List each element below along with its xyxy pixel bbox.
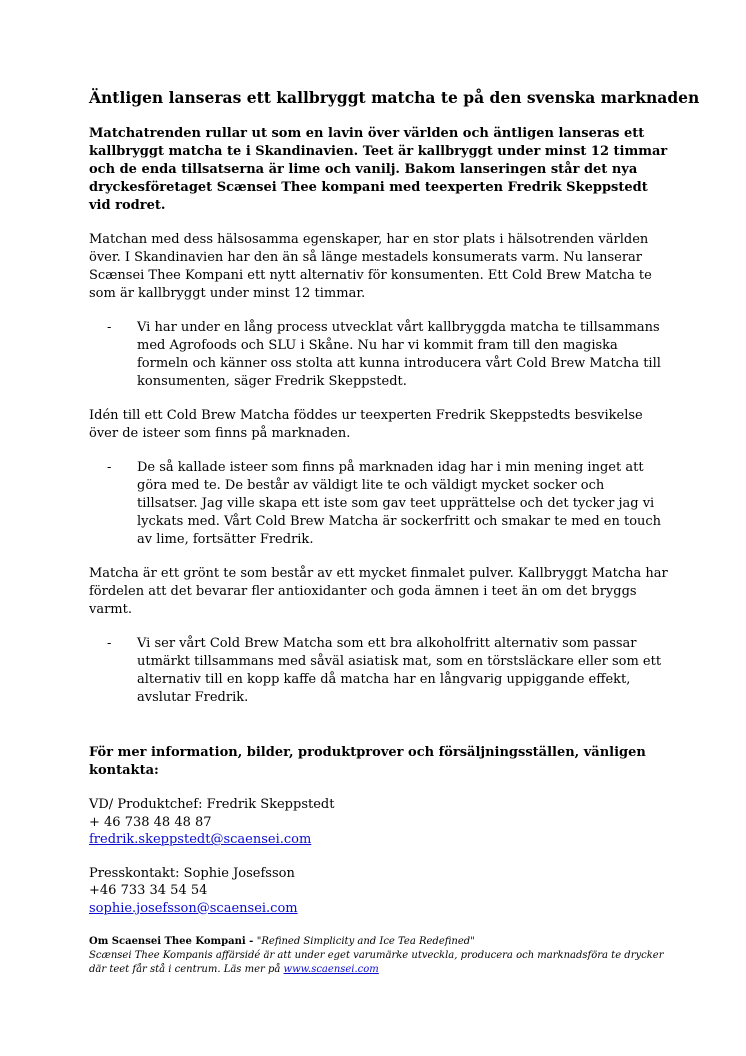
about-slogan: "Refined Simplicity and Ice Tea Redefined" [256, 936, 475, 947]
about-text: Scænsei Thee Kompanis affärsidé är att under eget varumärke utveckla, producera och marknadsföra te drycker där teet får stå i centrum. Läs mer på [89, 950, 664, 975]
quote-3-text: Vi ser vårt Cold Brew Matcha som ett bra alkoholfritt alternativ som passar utmärkt tillsammans med såväl asiatisk mat, som en törstsläckare eller som ett alternativ till en kopp kaffe då matcha har en långvarig uppiggande effekt, avslutar Fredrik. [137, 636, 662, 705]
contact-block-press [89, 865, 669, 918]
contact-phone: + 46 738 48 48 87 [89, 814, 212, 830]
contact-email-link[interactable]: sophie.josefsson@scaensei.com [89, 900, 298, 916]
about-heading: Om Scaensei Thee Kompani - [89, 936, 257, 947]
lead-paragraph: Matchatrenden rullar ut som en lavin över världen och äntligen lanseras ett kallbryggt matcha te i Skandinavien. Teet är kallbryggt under minst 12 timmar och de enda tillsatserna är lime och vanilj. Bakom lanseringen står det nya dryckesföretaget Scænsei Thee kompani med teexperten Fredrik Skeppstedt vid rodret. [89, 126, 668, 213]
about-heading-line [89, 935, 669, 949]
contact-email-link[interactable]: fredrik.skeppstedt@scaensei.com [89, 832, 312, 847]
quote-2 [89, 459, 669, 549]
dash-bullet: - [107, 320, 112, 335]
about-text-line [89, 949, 669, 977]
contact-role: VD/ Produktchef: Fredrik Skeppstedt [89, 797, 335, 812]
dash-bullet: - [107, 460, 112, 475]
paragraph-2: Idén till ett Cold Brew Matcha föddes ur teexperten Fredrik Skeppstedts besvikelse över de isteer som finns på marknaden. [89, 408, 643, 441]
page-title: Äntligen lanseras ett kallbryggt matcha te på den svenska marknaden [89, 88, 700, 107]
quote-2-text: De så kallade isteer som finns på marknaden idag har i min mening inget att göra med te. De består av väldigt lite te och väldigt mycket socker och tillsatser. Jag ville skapa ett iste som gav teet upprättelse och det tycker jag vi lyckats med. Vårt Cold Brew Matcha är sockerfritt och smakar te med en touch av lime, fortsätter Fredrik. [137, 460, 662, 547]
contact-phone: +46 733 34 54 54 [89, 883, 208, 898]
spacer [89, 723, 669, 744]
quote-1-text: Vi har under en lång process utvecklat vårt kallbryggda matcha te tillsammans med Agrofoods och SLU i Skåne. Nu har vi kommit fram till den magiska formeln och känner oss stolta att kunna introducera vårt Cold Brew Matcha till konsumenten, säger Fredrik Skeppstedt. [137, 320, 661, 389]
website-link[interactable]: www.scaensei.com [283, 964, 379, 975]
quote-1 [89, 319, 669, 391]
body-text [89, 231, 669, 707]
paragraph-3: Matcha är ett grönt te som består av ett mycket finmalet pulver. Kallbryggt Matcha har fördelen att det bevarar fler antioxidanter och goda ämnen i teet än om det bryggs varmt. [89, 566, 668, 617]
contact-heading: För mer information, bilder, produktprover och försäljningsställen, vänligen kontakta: [89, 745, 646, 778]
press-release [89, 88, 700, 977]
quote-3 [89, 635, 669, 707]
dash-bullet: - [107, 636, 112, 651]
contact-role: Presskontakt: Sophie Josefsson [89, 865, 295, 881]
paragraph-1: Matchan med dess hälsosamma egenskaper, har en stor plats i hälsotrenden världen över. I Skandinavien har den än så länge mestadels konsumerats varm. Nu lanserar Scænsei Thee Kompani ett nytt alternativ för konsumenten. Ett Cold Brew Matcha te som är kallbryggt under minst 12 timmar. [89, 232, 652, 301]
about-section [89, 935, 669, 977]
contact-block-ceo [89, 796, 669, 849]
